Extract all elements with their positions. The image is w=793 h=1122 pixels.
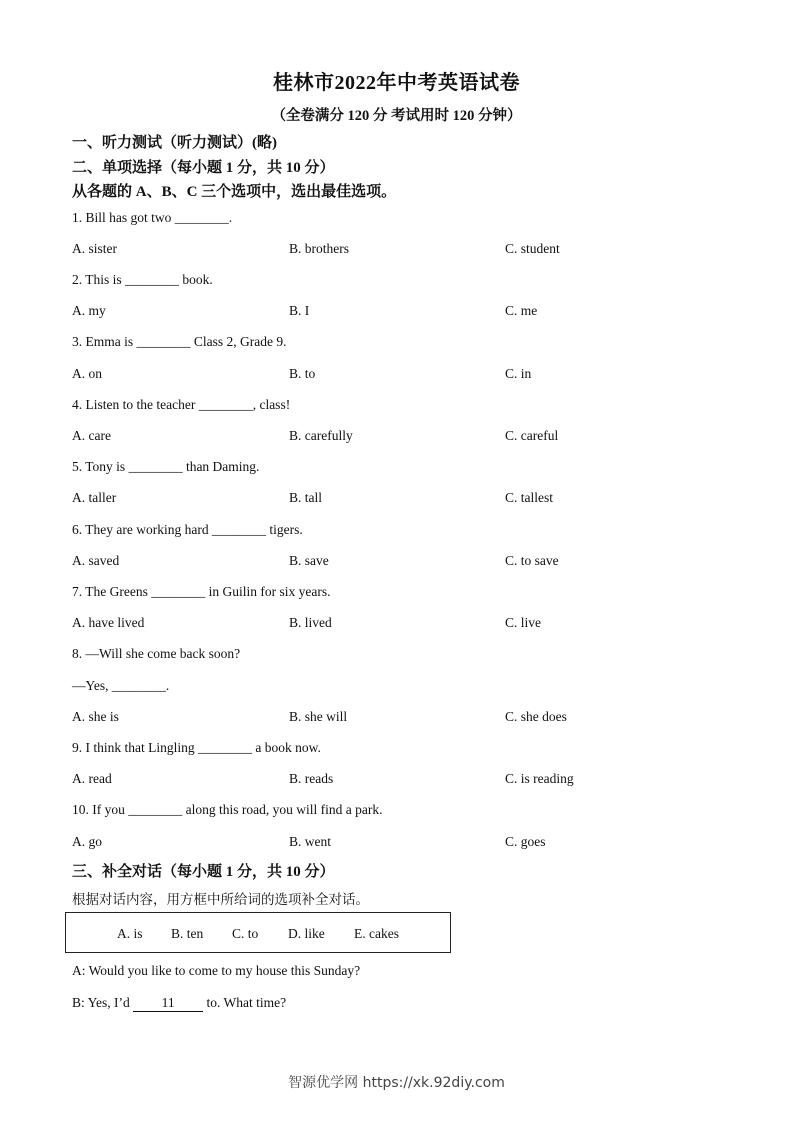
- section-2-instruction: 从各题的 A、B、C 三个选项中，选出最佳选项。: [72, 184, 397, 200]
- question-stem: 9. I think that Lingling ________ a book now.: [72, 740, 321, 755]
- section-3-heading: 三、补全对话（每小题 1 分，共 10 分）: [72, 864, 335, 880]
- word-option: B. ten: [171, 926, 204, 941]
- option-b: B. brothers: [289, 241, 349, 256]
- dialogue-text: B: Yes, I’d: [72, 995, 134, 1010]
- word-bank-box: [65, 912, 451, 953]
- question-stem: 5. Tony is ________ than Daming.: [72, 459, 260, 474]
- question-stem: 7. The Greens ________ in Guilin for six years.: [72, 584, 331, 599]
- answer-blank: 11: [133, 995, 203, 1012]
- option-c: C. she does: [505, 709, 567, 724]
- option-c: C. is reading: [505, 771, 574, 786]
- word-option: C. to: [232, 926, 259, 941]
- option-a: A. my: [72, 303, 106, 318]
- dialogue-line-a: A: Would you like to come to my house this Sunday?: [72, 963, 361, 978]
- option-b: B. to: [289, 366, 316, 381]
- question-stem: 8. —Will she come back soon?: [72, 646, 241, 661]
- option-b: B. lived: [289, 615, 332, 630]
- question-stem: 3. Emma is ________ Class 2, Grade 9.: [72, 334, 287, 349]
- word-option: E. cakes: [354, 926, 399, 941]
- option-c: C. careful: [505, 428, 559, 443]
- option-c: C. me: [505, 303, 538, 318]
- option-b: B. I: [289, 303, 310, 318]
- section-3-instruction: 根据对话内容，用方框中所给词的选项补全对话。: [72, 892, 369, 907]
- word-option: D. like: [288, 926, 325, 941]
- question-stem: 10. If you ________ along this road, you will find a park.: [72, 802, 383, 817]
- option-c: C. tallest: [505, 490, 553, 505]
- option-a: A. go: [72, 834, 102, 849]
- page-subtitle: （全卷满分 120 分 考试用时 120 分钟）: [271, 108, 522, 124]
- dialogue-text: to. What time?: [203, 995, 287, 1010]
- option-b: B. tall: [289, 490, 322, 505]
- option-a: A. read: [72, 771, 112, 786]
- question-stem-line2: —Yes, ________.: [72, 678, 170, 693]
- dialogue-line-b: [72, 995, 286, 1012]
- option-b: B. she will: [289, 709, 348, 724]
- page-title: 桂林市2022年中考英语试卷: [273, 72, 520, 94]
- option-c: C. to save: [505, 553, 559, 568]
- option-b: B. carefully: [289, 428, 353, 443]
- option-a: A. on: [72, 366, 102, 381]
- option-c: C. live: [505, 615, 541, 630]
- question-stem: 4. Listen to the teacher ________, class!: [72, 397, 291, 412]
- option-b: B. reads: [289, 771, 334, 786]
- question-stem: 2. This is ________ book.: [72, 272, 213, 287]
- section-2-heading: 二、单项选择（每小题 1 分，共 10 分）: [72, 160, 335, 176]
- option-c: C. goes: [505, 834, 546, 849]
- section-1-heading: 一、听力测试（听力测试）(略): [72, 135, 277, 151]
- option-c: C. in: [505, 366, 532, 381]
- option-b: B. went: [289, 834, 331, 849]
- option-a: A. have lived: [72, 615, 145, 630]
- option-a: A. taller: [72, 490, 117, 505]
- option-a: A. she is: [72, 709, 119, 724]
- option-a: A. saved: [72, 553, 120, 568]
- option-c: C. student: [505, 241, 560, 256]
- option-b: B. save: [289, 553, 329, 568]
- word-option: A. is: [117, 926, 143, 941]
- option-a: A. care: [72, 428, 111, 443]
- question-stem: 6. They are working hard ________ tigers.: [72, 522, 303, 537]
- footer-watermark: 智源优学网 https://xk.92diy.com: [288, 1075, 505, 1091]
- question-stem: 1. Bill has got two ________.: [72, 210, 233, 225]
- option-a: A. sister: [72, 241, 117, 256]
